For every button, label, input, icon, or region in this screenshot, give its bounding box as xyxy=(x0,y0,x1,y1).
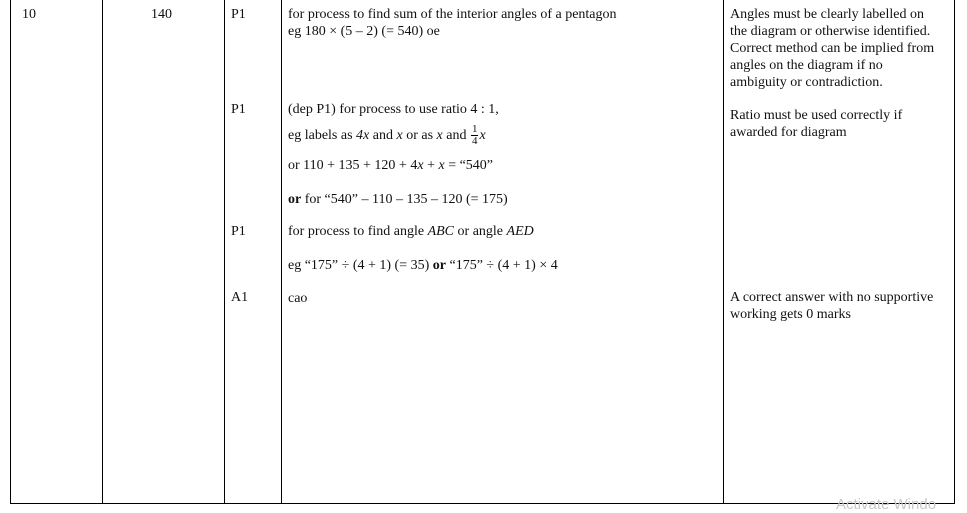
working-1-line1: for process to find sum of the interior angles of a pentagon xyxy=(288,7,617,22)
note-line: working gets 0 marks xyxy=(730,307,851,322)
table-border-right xyxy=(954,0,955,504)
note-line: Ratio must be used correctly if xyxy=(730,108,903,123)
answer-value: 140 xyxy=(151,7,172,22)
mark-code-1: P1 xyxy=(231,7,246,22)
mark-code-4: A1 xyxy=(231,290,249,305)
activation-watermark: Activate Windo xyxy=(836,496,937,513)
working-4: cao xyxy=(288,291,308,306)
working-2-alt-line: or for “540” – 110 – 135 – 120 (= 175) xyxy=(288,192,508,207)
working-1-line2: eg 180 × (5 – 2) (= 540) oe xyxy=(288,24,440,39)
column-divider-mark xyxy=(281,0,282,504)
fraction-one-quarter: $\frac{1}{4}$ xyxy=(471,123,478,148)
note-line: A correct answer with no supportive xyxy=(730,290,934,305)
mark-code-3: P1 xyxy=(231,224,246,239)
note-line: angles on the diagram if no xyxy=(730,58,883,73)
working-2-line1: (dep P1) for process to use ratio 4 : 1, xyxy=(288,102,499,117)
table-border-left xyxy=(10,0,11,504)
column-divider-working xyxy=(723,0,724,504)
table-border-bottom xyxy=(10,503,955,504)
note-line: ambiguity or contradiction. xyxy=(730,75,883,90)
working-2-eg-labels: eg labels as 4x and x or as x and $\frac{1}{4}$ x xyxy=(288,123,486,148)
note-line: Angles must be clearly labelled on xyxy=(730,7,924,22)
mark-code-2: P1 xyxy=(231,102,246,117)
note-line: awarded for diagram xyxy=(730,125,847,140)
working-2-sum-line: or 110 + 135 + 120 + 4x + x = “540” xyxy=(288,158,494,173)
note-line: Correct method can be implied from xyxy=(730,41,935,56)
column-divider-answer xyxy=(224,0,225,504)
working-3-angle-line: for process to find angle ABC or angle AED xyxy=(288,224,534,239)
note-line: the diagram or otherwise identified. xyxy=(730,24,931,39)
question-number: 10 xyxy=(22,7,36,22)
working-3-eg-line: eg “175” ÷ (4 + 1) (= 35) or “175” ÷ (4 + 1) × 4 xyxy=(288,258,558,273)
column-divider-question xyxy=(102,0,103,504)
